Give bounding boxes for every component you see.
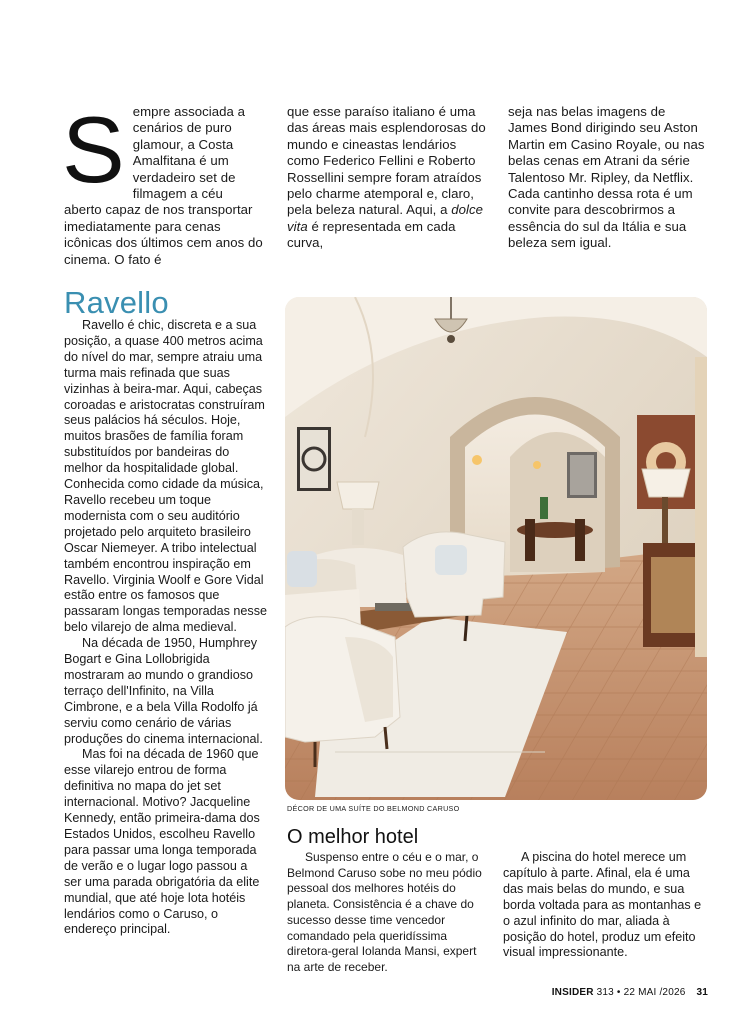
hotel-paragraph: Suspenso entre o céu e o mar, o Belmond Caruso sobe no meu pódio pessoal dos melhores hotéis do planeta. Consistência é a chave do sucesso desse time vencedor comandado pela queridíssima diretora-geral Iolanda Mansi, expert na arte de receber.	[287, 850, 482, 974]
footer-brand: INSIDER	[551, 987, 594, 998]
ravello-paragraph-2: Na década de 1950, Humphrey Bogart e Gina Lollobrigida mostraram ao mundo o grandioso terraço dell'Infinito, na Villa Cimbrone, e a bela Villa Rodolfo já serviu como cenário de várias produções do cinema internacional.	[64, 636, 263, 746]
ravello-heading: Ravello	[64, 285, 169, 320]
intro-text-2	[287, 104, 487, 252]
photo-caption: DÉCOR DE UMA SUÍTE DO BELMOND CARUSO	[287, 804, 460, 813]
suite-photo	[285, 297, 707, 800]
hotel-heading: O melhor hotel	[287, 826, 419, 848]
intro-text-2-b: é representada em cada curva,	[287, 218, 456, 251]
ravello-paragraph-3: Mas foi na década de 1960 que esse vilarejo entrou de forma definitiva no mapa do jet set internacional. Motivo? Jacqueline Kennedy, então primeira-dama dos Estados Unidos, escolheu Ravello para passar uma longa temporada de verão e o lugar logo passou a ser uma parada obrigatória da elite mundial, que até hoje lota hotéis lendários como o Caruso, o endereço principal.	[64, 747, 260, 937]
drop-cap: S	[62, 97, 125, 202]
page-footer	[552, 987, 708, 998]
page-number: 31	[696, 987, 708, 998]
intro-text-2-italic: dolce vita	[287, 202, 483, 234]
intro-text-3: seja nas belas imagens de James Bond dirigindo seu Aston Martin em Casino Royale, ou nas belas cenas em Atrani da série Talentoso Mr. Ripley, da Netflix. Cada cantinho dessa rota é um convite para descobrirmos a essência do sul da Itália e sua beleza sem igual.	[508, 104, 705, 251]
intro-column-3	[508, 104, 708, 252]
pool-paragraph: A piscina do hotel merece um capítulo à parte. Afinal, ela é uma das mais belas do mundo, e sua borda voltada para as montanhas e o azul infinito do mar, aliada à posição do hotel, produz um efeito visual impressionante.	[503, 850, 702, 960]
intro-text-1: empre associada a cenários de puro glamour, a Costa Amalfitana é um verdadeiro set de filmagem a céu aberto capaz de nos transportar imediatamente para cenas icônicas dos últimos cem anos do cinema. O fato é	[64, 104, 263, 267]
intro-column-1	[62, 97, 264, 268]
ravello-body	[64, 318, 268, 938]
intro-column-2	[287, 104, 487, 252]
ravello-paragraph-1: Ravello é chic, discreta e a sua posição, a quase 400 metros acima do nível do mar, sempre atraiu uma turma mais refinada que suas vizinhas à beira-mar. Aqui, cabeças coroadas e aristocratas construíram seus palácios há séculos. Hoje, muitos brasões de família foram substituídos por bandeiras do melhor da hospitalidade global. Conhecida como cidade da música, Ravello recebeu um toque modernista com o seu auditório projetado pelo arquiteto brasileiro Oscar Niemeyer. A tribo intelectual também encontrou inspiração em Ravello. Virginia Woolf e Gore Vidal estão entre os famosos que passaram longas temporadas nesse belo vilarejo de alma medieval.	[64, 318, 268, 635]
intro-text-2-a: que esse paraíso italiano é uma das áreas mais esplendorosas do mundo e cineastas lendários como Federico Fellini e Roberto Rossellini sempre foram atraídos pelo charme atemporal e, claro, pela beleza natural. Aqui, a	[287, 104, 486, 218]
pool-body	[503, 850, 708, 961]
footer-issue: 313 • 22 MAI /2026	[596, 987, 686, 998]
hotel-body	[287, 850, 487, 976]
